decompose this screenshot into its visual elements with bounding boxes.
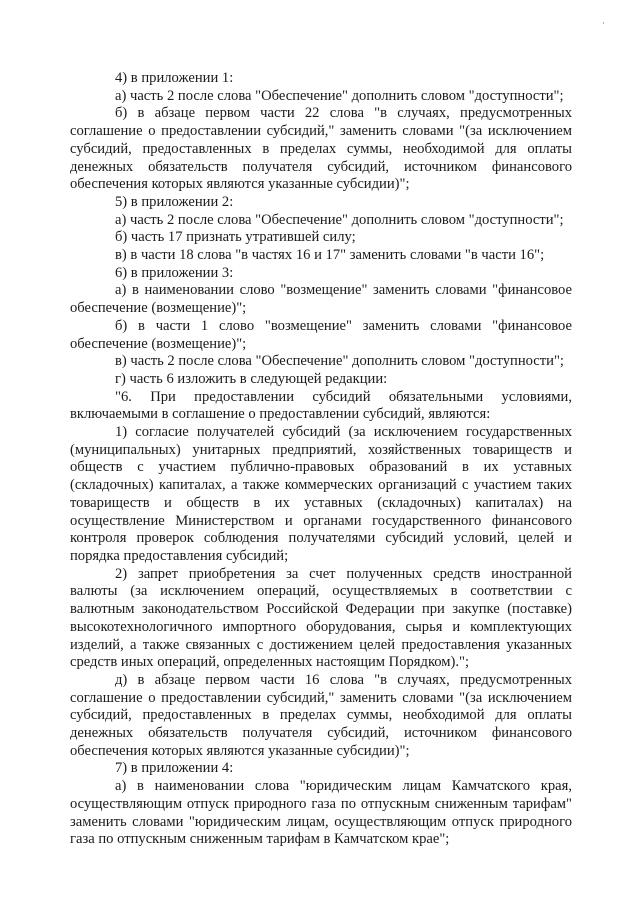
paragraph-6d: г) часть 6 изложить в следующей редакции: — [115, 370, 388, 387]
paragraph-6a: а) в наименовании слово "возмещение" заменить словами "финансовое обеспечение (возмещение)"; — [70, 282, 572, 317]
quoted-condition-1: 1) согласие получателей субсидий (за исключением государственных (муниципальных) унитарных предприятий, хозяйственных товариществ и обществ с участием публично-правовых образований в их уставных (складочных) капиталах, а также коммерческих организаций с участием таких товариществ и обществ в их уставных (складочных) капиталах) на осуществление Министерством и органами государственного финансового контроля проверок соблюдения получателями субсидий условий, целей и порядка предоставления субсидий; — [70, 424, 572, 564]
paragraph-5-heading: 5) в приложении 2: — [115, 193, 234, 210]
paragraph-5c: в) в части 18 слова "в частях 16 и 17" заменить словами "в части 16"; — [115, 247, 545, 264]
paragraph-4b: б) в абзаце первом части 22 слова "в случаях, предусмотренных соглашение о предоставлении субсидий," заменить словами "(за исключением субсидий, предоставленных в пределах суммы, необходимой для оплаты денежных обязательств получателя субсидий, источником финансового обеспечения которых являются указанные субсидии)"; — [70, 105, 572, 193]
paragraph-5a: а) часть 2 после слова "Обеспечение" дополнить словом "доступности"; — [115, 211, 564, 228]
paragraph-6-heading: 6) в приложении 3: — [115, 264, 234, 281]
page-corner-mark: · — [602, 18, 605, 28]
quoted-condition-2: 2) запрет приобретения за счет полученных средств иностранной валюты (за исключением операций, осуществляемых в соответствии с валютным законодательством Российской Федерации при закупке (поставке) высокотехнологичного импортного оборудования, сырья и комплектующих изделий, а также связанных с достижением целей предоставления указанных средств иных операций, определенных настоящим Порядком)."; — [70, 565, 572, 671]
paragraph-7a: а) в наименовании слова "юридическим лицам Камчатского края, осуществляющим отпуск природного газа по отпускным сниженным тарифам" заменить словами "юридическим лицам, осуществляющим отпуск природного газа по отпускным сниженным тарифам в Камчатском крае"; — [70, 778, 572, 848]
paragraph-7-heading: 7) в приложении 4: — [115, 760, 234, 777]
paragraph-6b: б) в части 1 слово "возмещение" заменить словами "финансовое обеспечение (возмещение)"; — [70, 317, 572, 352]
paragraph-5b: б) часть 17 признать утратившей силу; — [115, 229, 356, 246]
paragraph-4-heading: 4) в приложении 1: — [115, 70, 234, 86]
paragraph-6e: д) в абзаце первом части 16 слова "в случаях, предусмотренных соглашение о предоставлении субсидий," заменить словами "(за исключением субсидий, предоставленных в пределах суммы, необходимой для оплаты денежных обязательств получателя субсидий, источником финансового обеспечения которых являются указанные субсидии)"; — [70, 671, 572, 759]
quoted-part-6-intro: "6. При предоставлении субсидий обязательными условиями, включаемыми в соглашение о предоставлении субсидий, являются: — [70, 388, 572, 423]
paragraph-6c: в) часть 2 после слова "Обеспечение" дополнить словом "доступности"; — [115, 353, 564, 370]
document-body — [70, 70, 572, 849]
paragraph-4a: а) часть 2 после слова "Обеспечение" дополнить словом "доступности"; — [115, 87, 564, 104]
